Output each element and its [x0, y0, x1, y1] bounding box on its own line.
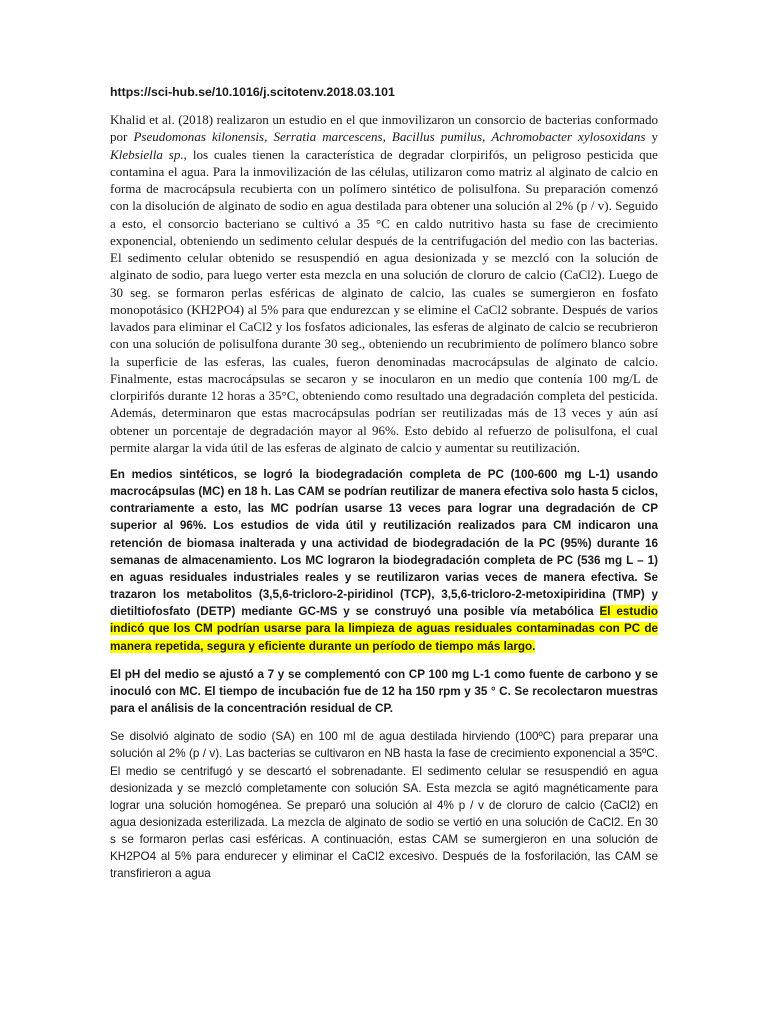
source-url[interactable]: https://sci-hub.se/10.1016/j.scitotenv.2018.03.101 — [110, 85, 395, 99]
species-name: Pseudomonas kilonensis — [133, 129, 265, 145]
species-name: Serratia marcescens — [273, 129, 383, 145]
species-name: Klebsiella sp. — [110, 146, 184, 162]
paragraph-synthetic-media: En medios sintéticos, se logró la biodegradación completa de PC (100-600 mg L-1) usando macrocápsulas (MC) en 18 h. Las CAM se podrían reutilizar de manera efectiva solo hasta 5 ciclos, contrariamente a esto, las MC podrían usarse 13 veces para lograr una degradación de CP superior al 96%. Los estudios de vida útil y reutilización realizados para CM indicaron una retención de biomasa inalterada y una actividad de biodegradación de la PC (95%) durante 16 semanas de almacenamiento. Los MC lograron la biodegradación completa de PC (536 mg L – 1) en aguas residuales industriales reales y se reutilizaron varias veces de manera efectiva. Se trazaron los metabolitos (3,5,6-tricloro-2-piridinol (TCP), 3,5,6-tricloro-2-metoxipiridina (TMP) y dietiltiofosfato (DETP) mediante GC-MS y se construyó una posible vía metabólica El estudio indicó que los CM podrían usarse para la limpieza de aguas residuales contaminadas con PC de manera repetida, segura y eficiente durante un período de tiempo más largo. — [110, 468, 658, 653]
document-page — [110, 84, 658, 894]
paragraph-khalid-study: Khalid et al. (2018) realizaron un estudio en el que inmovilizaron un consorcio de bacterias conformado por Pseudomonas kilonensis, Serratia marcescens, Bacillus pumilus, Achromobacter xylosoxidans y Klebsiella sp., los cuales tienen la característica de degradar clorpirifós, un peligroso pesticida que contamina el agua. Para la inmovilización de las células, utilizaron como matriz al alginato de calcio en forma de macrocápsula recubierta con un polímero sintético de polisulfona. Su preparación comenzó con la disolución de alginato de sodio en agua destilada para obtener una solución al 2% (p / v). Seguido a esto, el consorcio bacteriano se cultivó a 35 °C en caldo nutritivo hasta su fase de crecimiento exponencial, obteniendo un sedimento celular después de la centrifugación del medio con las bacterias. El sedimento celular obtenido se resuspendió en agua desionizada y se mezcló con la solución de alginato de sodio, para luego verter esta mezcla en una solución de cloruro de calcio (CaCl2). Luego de 30 seg. se formaron perlas esféricas de alginato de calcio, las cuales se sumergieron en fosfato monopotásico (KH2PO4) al 5% para que endurezcan y se elimine el CaCl2 sobrante. Después de varios lavados para eliminar el CaCl2 y los fosfatos adicionales, las esferas de alginato de calcio se recubrieron con una solución de polisulfona durante 30 seg., obteniendo un recubrimiento de polímero blanco sobre la superficie de las esferas, las cuales, fueron denominadas macrocápsulas de alginato de calcio. Finalmente, estas macrocápsulas se secaron y se inocularon en un medio que contenía 100 mg/L de clorpirifós durante 12 horas a 35°C, obteniendo como resultado una degradación completa del pesticida. Además, determinaron que estas macrocápsulas podrían ser reutilizadas más de 13 veces y aún así obtener un porcentaje de degradación mayor al 96%. Esto debido al refuerzo de polisulfona, el cual permite alargar la vida útil de las esferas de alginato de calcio y aumentar su reutilización. — [110, 112, 658, 455]
species-name: Bacillus pumilus — [391, 129, 483, 145]
paragraph-ph-conditions: El pH del medio se ajustó a 7 y se complementó con CP 100 mg L-1 como fuente de carbono y se inoculó con MC. El tiempo de incubación fue de 12 ha 150 rpm y 35 ° C. Se recolectaron muestras para el análisis de la concentración residual de CP. — [110, 667, 658, 716]
paragraph-bead-preparation: Se disolvió alginato de sodio (SA) en 100 ml de agua destilada hirviendo (100ºC) para preparar una solución al 2% (p / v). Las bacterias se cultivaron en NB hasta la fase de crecimiento exponencial a 35ºC. El medio se centrifugó y se descartó el sobrenadante. El sedimento celular se resuspendió en agua desionizada y se mezcló completamente con solución SA. Esta mezcla se agitó magnéticamente para lograr una solución homogénea. Se preparó una solución al 4% p / v de cloruro de calcio (CaCl2) en agua desionizada esterilizada. La mezcla de alginato de sodio se vertió en una solución de CaCl2. En 30 s se formaron perlas casi esféricas. A continuación, estas CAM se sumergieron en una solución de KH2PO4 al 5% para endurecer y eliminar el CaCl2 excesivo. Después de la fosforilación, las CAM se transfirieron a agua — [110, 730, 658, 881]
highlighted-conclusion: El estudio indicó que los CM podrían usarse para la limpieza de aguas residuales contaminadas con PC de manera repetida, segura y eficiente durante un período de tiempo más largo. — [110, 605, 658, 653]
species-name: Achromobacter xylosoxidans — [491, 129, 646, 145]
